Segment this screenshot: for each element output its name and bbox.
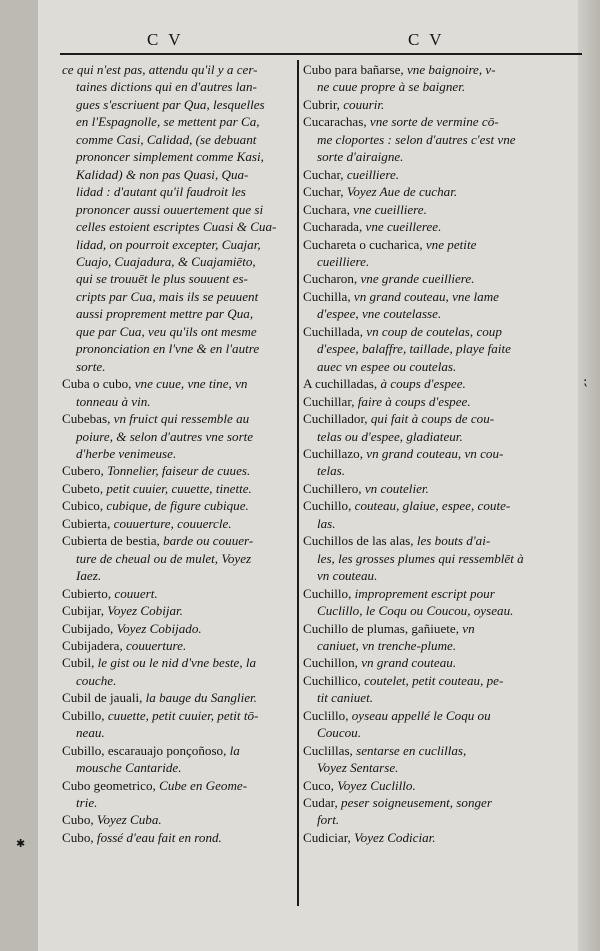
entry-line [62,620,292,637]
definition-text: vne petite [422,236,477,252]
entry-line [62,794,292,811]
definition-text: caniuet, vn trenche-plume. [317,637,457,653]
entry-line [303,358,586,375]
entry-line [303,183,586,200]
definition-text: auec vn espee ou coutelas. [317,358,457,374]
entry-line [62,672,292,689]
headword: Cuba o cubo, [62,376,132,392]
entry-line [62,567,292,584]
headword: Cuchillo, [303,585,352,601]
right-column [303,61,586,846]
definition-text: Voyez Cuclillo. [333,777,416,793]
headword: Cuchilla, [303,288,351,304]
definition-text: vn coutelier. [361,480,429,496]
entry-line [303,96,586,113]
header-rule [60,53,582,55]
entry-line [303,759,586,776]
entry-line [62,811,292,828]
headword: Cuchillo de plumas, gañiuete, [303,620,459,636]
entry-line [303,323,586,340]
entry-line [303,218,586,235]
headword: Cuchillico, [303,672,361,688]
entry-line [62,148,292,165]
definition-text: la [226,742,240,758]
definition-text: vne cueilliere. [349,201,427,217]
definition-text: poiure, & selon d'autres vne sorte [76,428,254,444]
entry-line [303,305,586,322]
entry-line [62,689,292,706]
definition-text: sentarse en cuclillas, [352,742,467,758]
entry-line [62,113,292,130]
entry-line [303,515,586,532]
entry-line [62,166,292,183]
headword: Cubo para bañarse, [303,62,404,77]
entry-line [62,602,292,619]
entry-line [303,637,586,654]
definition-text: vne baignoire, v- [403,62,496,77]
entry-line [303,777,586,794]
headword: Cubijar, [62,603,105,619]
entry-line [303,480,586,497]
definition-text: ne cuue propre à se baigner. [317,79,466,95]
definition-text: trie. [76,795,98,811]
headword: Cubierta, [62,515,111,531]
entry-line [303,288,586,305]
entry-line [62,61,292,78]
entry-line [62,305,292,322]
definition-text: neau. [76,725,105,741]
entry-line [62,445,292,462]
definition-text: qui se trouuēt le plus souuent es- [76,271,248,287]
entry-line [303,654,586,671]
entry-line [303,253,586,270]
entry-line [62,428,292,445]
entry-line [303,113,586,130]
definition-text: d'espee, vne coutelasse. [317,306,442,322]
headword: Cuchillo, [303,498,352,514]
entry-line [303,410,586,427]
definition-text: peser soigneusement, songer [337,795,492,811]
definition-text: prononcer simplement comme Kasi, [76,149,264,165]
definition-text: petit cuuier, cuuette, tinette. [103,480,252,496]
definition-text: improprement escript pour [351,585,495,601]
definition-text: coutelet, petit couteau, pe- [360,672,504,688]
definition-text: tit caniuet. [317,690,374,706]
entry-line [303,166,586,183]
definition-text: gues s'escriuent par Qua, lesquelles [76,96,265,112]
definition-text: cuuette, petit cuuier, petit tō- [104,707,259,723]
entry-line [62,218,292,235]
definition-text: prononcer aussi ouuertement que si [76,201,264,217]
definition-text: vne sorte de vermine cō- [366,114,499,130]
entry-line [62,462,292,479]
entry-line [303,602,586,619]
headword: Cucharada, [303,219,363,235]
definition-text: à coups d'espee. [377,376,466,392]
headword: Cubrir, [303,96,340,112]
definition-text: qui fait à coups de cou- [367,411,495,427]
definition-text: telas ou d'espee, gladiateur. [317,428,463,444]
headword: Cubo, [62,812,94,828]
entry-line [62,515,292,532]
entry-line [303,340,586,357]
definition-text: Voyez Cobijar. [104,603,183,619]
definition-text: Tonnelier, faiseur de cuues. [103,463,251,479]
headword: Cubil, [62,655,95,671]
definition-text: vn [459,620,475,636]
entry-line [62,375,292,392]
headword: Cubil de jauali, [62,690,143,706]
definition-text: cueilliere. [343,166,400,182]
headword: Cuchillon, [303,655,358,671]
entry-line [62,497,292,514]
column-divider [297,60,299,906]
headword: Cuchillazo, [303,445,363,461]
entry-line [62,270,292,287]
entry-line [303,428,586,445]
entry-line [303,462,586,479]
definition-text: sorte d'airaigne. [317,149,404,165]
definition-text: d'herbe venimeuse. [76,445,177,461]
definition-text: Voyez Cobijado. [113,620,202,636]
headword: Cuchillero, [303,480,362,496]
definition-text: taines dictions qui en d'autres lan- [76,79,257,95]
headword: Cuco, [303,777,334,793]
definition-text: vn grand couteau. [357,655,457,671]
definition-text: celles estoient escriptes Cuasi & Cua- [76,219,277,235]
definition-text: fossé d'eau fait en rond. [93,829,222,845]
definition-text: les bouts d'ai- [413,533,491,549]
running-header-right: C V [408,30,445,49]
entry-line [303,794,586,811]
binding-gutter [0,0,38,951]
definition-text: telas. [317,463,346,479]
definition-text: fort. [317,812,340,828]
definition-text: barde ou couuer- [159,533,254,549]
definition-text: couuerture. [122,637,187,653]
headword: Cuchillar, [303,393,355,409]
headword: Cubebas, [62,411,111,427]
entry-line [62,323,292,340]
running-header-left: C V [147,30,184,49]
definition-text: lidad : d'autant qu'il faudroit les [76,184,246,200]
entry-line [62,340,292,357]
entry-line [62,742,292,759]
headword: Cubeto, [62,480,104,496]
definition-text: la bauge du Sanglier. [142,690,257,706]
headword: Cubo, [62,829,94,845]
definition-text: le gist ou le nid d'vne beste, la [94,655,257,671]
entry-line [303,270,586,287]
entry-line [303,585,586,602]
headword: Cuchar, [303,184,344,200]
definition-text: vne grande cueilliere. [357,271,475,287]
entry-line [303,532,586,549]
entry-line [62,358,292,375]
headword: Cuchareta o cucharica, [303,236,423,252]
entry-line [62,410,292,427]
definition-text: vn grand couteau, vn cou- [363,445,504,461]
entry-line [62,480,292,497]
entry-line [303,672,586,689]
headword: Cuclillo, [303,707,349,723]
headword: Cuchillos de las alas, [303,533,414,549]
entry-line [62,201,292,218]
entry-line [62,829,292,846]
definition-text: couche. [76,672,117,688]
definition-text: vn grand couteau, vne lame [350,288,499,304]
entry-line [303,829,586,846]
definition-text: Cuajo, Cuajadura, & Cuajamiēto, [76,253,256,269]
entry-line [62,637,292,654]
entry-line [303,689,586,706]
entry-line [303,497,586,514]
definition-text: Voyez Sentarse. [317,760,399,776]
headword: Cubico, [62,498,104,514]
headword: Cubierta de bestia, [62,533,160,549]
headword: Cubillo, [62,707,105,723]
definition-text: couurir. [339,96,385,112]
entry-line [62,393,292,410]
entry-line [303,707,586,724]
definition-text: oyseau appellé le Coqu ou [348,707,491,723]
definition-text: Cube en Geome- [155,777,248,793]
entry-line [62,759,292,776]
entry-line [303,78,586,95]
entry-line [303,148,586,165]
entry-line [62,131,292,148]
margin-asterisk: ✱ [16,837,26,850]
definition-text: cueilliere. [317,253,370,269]
entry-line [62,550,292,567]
definition-text: Cuclillo, le Coqu ou Coucou, oyseau. [317,603,514,619]
entry-line [62,236,292,253]
entry-line [62,96,292,113]
definition-text: sorte. [76,358,106,374]
headword: Cuchar, [303,166,344,182]
entry-line [62,532,292,549]
margin-mark: ⁏ [583,374,588,389]
headword: Cuchillada, [303,323,363,339]
entry-line [62,654,292,671]
entry-line [303,201,586,218]
definition-text: prononciation en l'vne & en l'autre [76,341,260,357]
definition-text: que par Cua, veu qu'ils ont mesme [76,323,257,339]
entry-line [62,707,292,724]
entry-line [62,183,292,200]
definition-text: Kalidad) & non pas Quasi, Qua- [76,166,249,182]
entry-line [303,375,586,392]
definition-text: lidad, on pourroit excepter, Cuajar, [76,236,261,252]
definition-text: comme Casi, Calidad, (se debuant [76,131,257,147]
entry-line [62,78,292,95]
headword: Cuchillador, [303,411,368,427]
definition-text: Voyez Codiciar. [350,829,436,845]
definition-text: d'espee, balaffre, taillade, playe faite [317,341,511,357]
definition-text: Voyez Cuba. [93,812,162,828]
entry-line [303,567,586,584]
headword: Cubero, [62,463,104,479]
entry-line [303,742,586,759]
definition-text: faire à coups d'espee. [354,393,471,409]
headword: Cudiciar, [303,829,351,845]
entry-line [62,585,292,602]
headword: Cuchara, [303,201,350,217]
entry-line [303,811,586,828]
headword: Cudar, [303,795,338,811]
definition-text: cripts par Cua, mais ils se peuuent [76,288,259,304]
definition-text: Voyez Aue de cuchar. [343,184,458,200]
definition-text: Coucou. [317,725,362,741]
entry-line [303,620,586,637]
definition-text: me cloportes : selon d'autres c'est vne [317,131,516,147]
definition-text: Iaez. [76,568,102,584]
entry-line [62,288,292,305]
definition-text: vn fruict qui ressemble au [110,411,250,427]
entry-line [62,777,292,794]
entry-line [62,253,292,270]
headword: Cubo geometrico, [62,777,156,793]
entry-line [303,236,586,253]
definition-text: aussi proprement mettre par Qua, [76,306,254,322]
entry-line [303,724,586,741]
definition-text: vn couteau. [317,568,378,584]
definition-text: tonneau à vin. [76,393,151,409]
entry-line [303,445,586,462]
headword: Cuclillas, [303,742,353,758]
headword: Cubierto, [62,585,112,601]
definition-text: ture de cheual ou de mulet, Voyez [76,550,252,566]
definition-text: en l'Espagnolle, se mettent par Ca, [76,114,260,130]
entry-line [303,61,586,78]
definition-text: vne cuue, vne tine, vn [131,376,248,392]
definition-text: les, les grosses plumes qui ressemblēt à [317,550,524,566]
headword: Cubijadera, [62,637,123,653]
entry-line [303,550,586,567]
definition-text: couuerture, couuercle. [110,515,232,531]
definition-text: mousche Cantaride. [76,760,182,776]
headword: Cucarachas, [303,114,367,130]
definition-text: vn coup de coutelas, coup [363,323,502,339]
entry-line [62,724,292,741]
headword: Cubijado, [62,620,114,636]
entry-line [303,131,586,148]
left-column [62,61,292,846]
definition-text: couteau, glaiue, espee, coute- [351,498,511,514]
entry-line [303,393,586,410]
definition-text: couuert. [111,585,158,601]
headword: Cucharon, [303,271,358,287]
definition-text: las. [317,515,336,531]
definition-text: ce qui n'est pas, attendu qu'il y a cer- [62,62,258,77]
definition-text: vne cueilleree. [362,219,442,235]
headword: A cuchilladas, [303,376,378,392]
headword: Cubillo, escarauajo ponçoñoso, [62,742,227,758]
definition-text: cubique, de figure cubique. [103,498,249,514]
